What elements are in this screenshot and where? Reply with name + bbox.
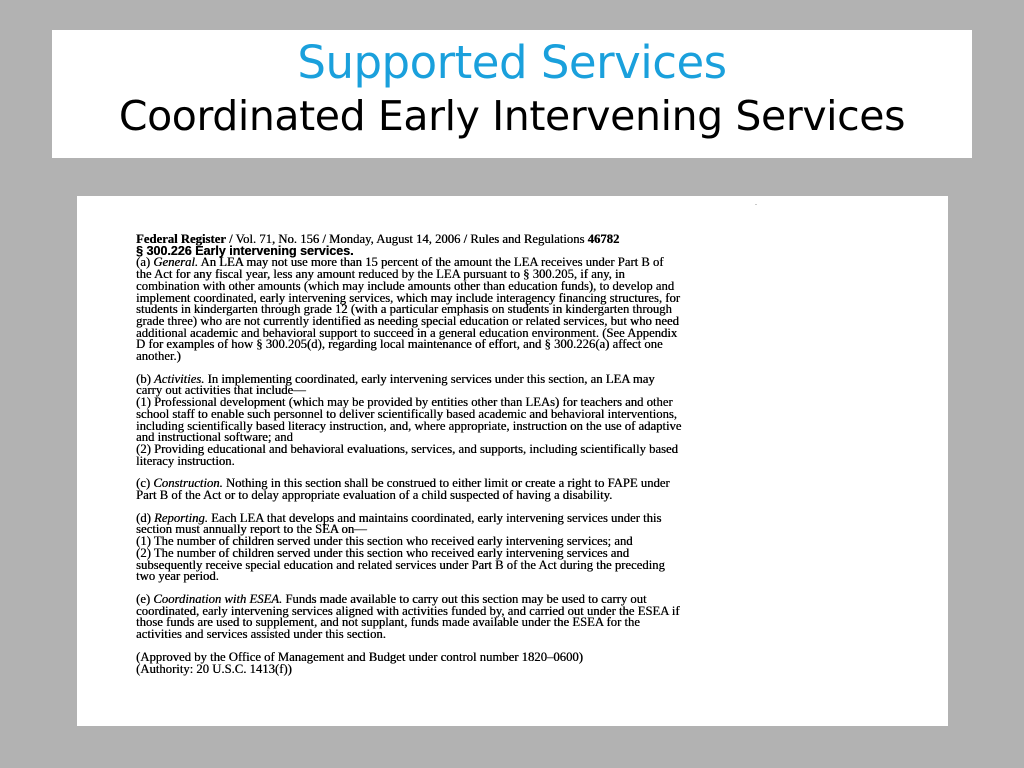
para-b-line: including scientifically based literacy instruction, and, where appropriate, instruction on the use of adaptive	[136, 418, 682, 433]
para-a-italic-title: General.	[153, 255, 199, 270]
para-e-italic-title: Coordination with ESEA.	[153, 591, 283, 606]
para-e-line: activities and services assisted under this section.	[136, 627, 386, 642]
para-e-text: Funds made available to carry out this section may be used to carry out	[282, 591, 647, 606]
omb-approval-line: (Approved by the Office of Management and Budget under control number 1820–0600)	[136, 649, 583, 664]
para-a-line: grade three) who are not currently identified as needing special education or related services, but who need	[136, 313, 679, 328]
para-d-text: Each LEA that develops and maintains coordinated, early intervening services under this	[207, 510, 662, 525]
regulation-text	[136, 234, 916, 675]
header-details: / Vol. 71, No. 156 / Monday, August 14, 2006 / Rules and Regulations	[225, 232, 588, 246]
para-b-line: (1) Professional development (which may be provided by entities other than LEAs) for teachers and other	[136, 395, 673, 410]
para-a-line: the Act for any fiscal year, less any amount reduced by the LEA pursuant to § 300.205, if any, in	[136, 267, 625, 282]
section-heading: § 300.226 Early intervening services.	[136, 243, 354, 258]
slide-title-box	[52, 30, 972, 158]
para-c-label: (c)	[136, 476, 154, 491]
para-b-italic-title: Activities.	[153, 371, 205, 386]
header-publication: Federal Register	[136, 232, 226, 246]
para-d-label: (d)	[136, 510, 154, 525]
para-d-line: (1) The number of children served under this section who received early intervening services; and	[136, 534, 633, 549]
para-a-line: students in kindergarten through grade 12 (with a particular emphasis on students in kindergarten through	[136, 302, 672, 317]
para-d-line: (2) The number of children served under this section who received early intervening services and	[136, 545, 629, 560]
para-d-line: subsequently receive special education and related services under Part B of the Act during the preceding	[136, 557, 665, 572]
para-b-label: (b)	[136, 371, 154, 386]
slide-subtitle: Coordinated Early Intervening Services	[118, 92, 906, 140]
para-a-text: An LEA may not use more than 15 percent of the amount the LEA receives under Part B of	[198, 255, 664, 270]
para-e-line: those funds are used to supplement, and not supplant, funds made available under the ESEA for the	[136, 615, 640, 630]
para-b-line: (2) Providing educational and behavioral evaluations, services, and supports, including scientifically based	[136, 441, 678, 456]
para-a-line: additional academic and behavioral support to succeed in a general education environment. (See Appendix	[136, 325, 678, 340]
para-b-line: carry out activities that include—	[136, 383, 306, 398]
document-corner-mark: .	[755, 198, 757, 207]
slide-title: Supported Services	[297, 36, 727, 89]
authority-line: (Authority: 20 U.S.C. 1413(f))	[136, 661, 292, 676]
para-a-label: (a)	[136, 255, 154, 270]
header-page-number: 46782	[587, 232, 620, 246]
para-e-label: (e)	[136, 591, 154, 606]
para-d-italic-title: Reporting.	[153, 510, 208, 525]
para-e-line: coordinated, early intervening services aligned with activities funded by, and carried out under the ESEA if	[136, 603, 680, 618]
para-a-line: combination with other amounts (which may include amounts other than education funds), to develop and	[136, 278, 675, 293]
para-d-line: two year period.	[136, 569, 219, 584]
para-b-text: In implementing coordinated, early intervening services under this section, an LEA may	[204, 371, 655, 386]
para-b-line: literacy instruction.	[136, 453, 235, 468]
para-c-italic-title: Construction.	[153, 476, 223, 491]
para-c-text: Nothing in this section shall be construed to either limit or create a right to FAPE under	[222, 476, 670, 491]
para-a-line: another.)	[136, 349, 181, 364]
para-b-line: school staff to enable such personnel to deliver scientifically based academic and behavioral interventions,	[136, 406, 677, 421]
para-d-line: section must annually report to the SEA on—	[136, 522, 367, 537]
para-b-line: and instructional software; and	[136, 430, 293, 445]
para-a-line: D for examples of how § 300.205(d), regarding local maintenance of effort, and § 300.226(a) affect one	[136, 337, 663, 352]
para-c-line: Part B of the Act or to delay appropriate evaluation of a child suspected of having a disability.	[136, 488, 613, 503]
para-a-line: implement coordinated, early intervening services, which may include interagency financing structures, for	[136, 290, 680, 305]
regulation-document-image	[77, 196, 948, 726]
